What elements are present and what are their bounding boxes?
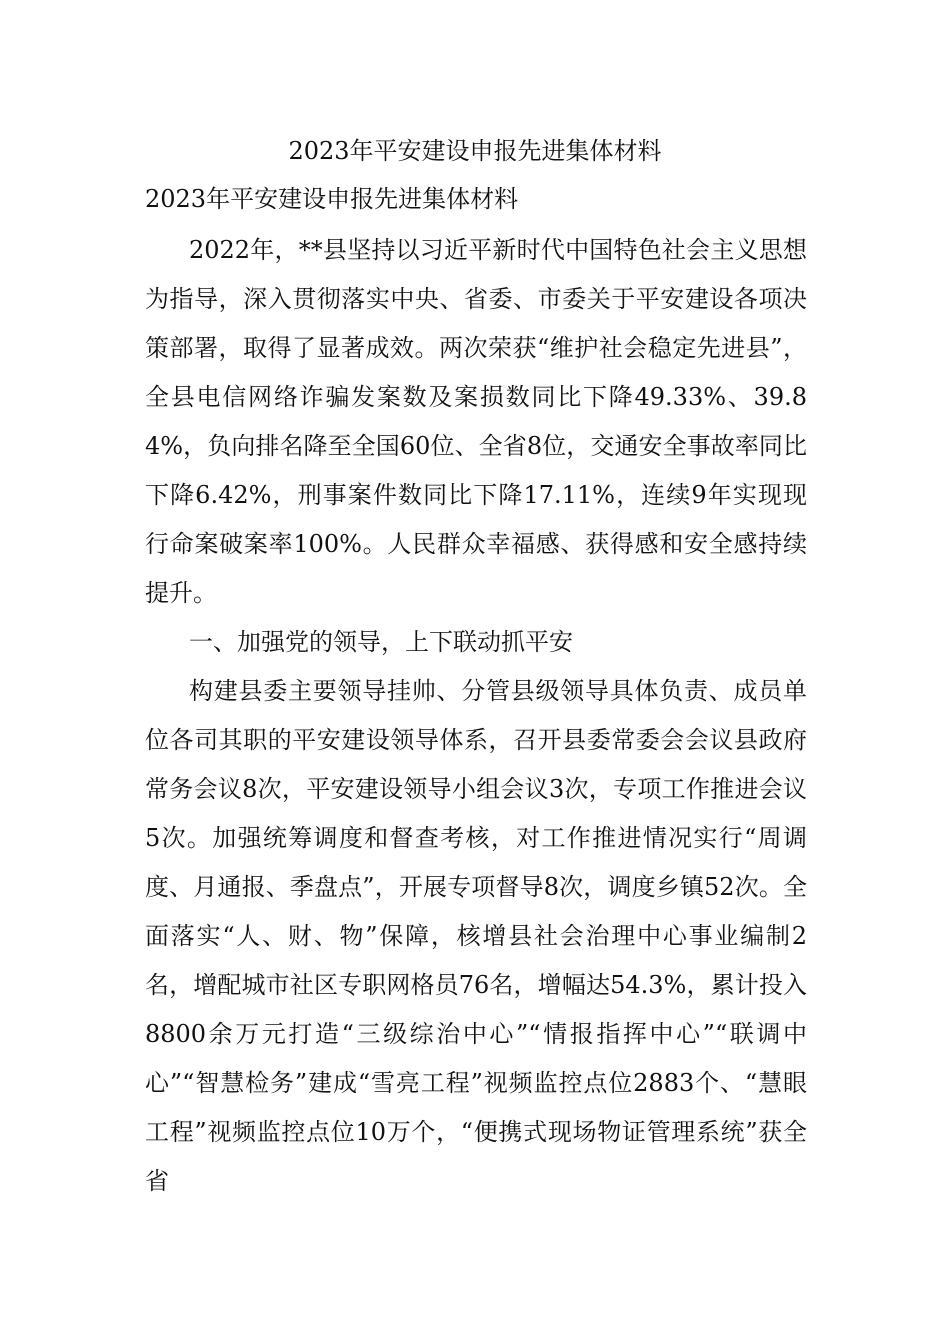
paragraph-section-1: 构建县委主要领导挂帅、分管县级领导具体负责、成员单位各司其职的平安建设领导体系，召开县委常委会会议县政府常务会议8次，平安建设领导小组会议3次，专项工作推进会议5次。加强统筹调度和督查考核，对工作推进情况实行“周调度、月通报、季盘点”，开展专项督导8次，调度乡镇52次。全面落实“人、财、物”保障，核增县社会治理中心事业编制2名，增配城市社区专职网格员76名，增幅达54.3%，累计投入8800余万元打造“三级综治中心”“情报指挥中心”“联调中心”“智慧检务”建成“雪亮工程”视频监控点位2883个、“慧眼工程”视频监控点位10万个，“便携式现场物证管理系统”获全省 xyxy=(145,677,807,1195)
document-subtitle: 2023年平安建设申报先进集体材料 xyxy=(145,185,519,213)
document-body xyxy=(145,226,807,1206)
section-heading-1: 一、加强党的领导，上下联动抓平安 xyxy=(189,628,573,656)
document-title: 2023年平安建设申报先进集体材料 xyxy=(288,137,662,165)
paragraph-intro: 2022年，**县坚持以习近平新时代中国特色社会主义思想为指导，深入贯彻落实中央、省委、市委关于平安建设各项决策部署，取得了显著成效。两次荣获“维护社会稳定先进县”，全县电信网络诈骗发案数及案损数同比下降49.33%、39.84%，负向排名降至全国60位、全省8位，交通安全事故率同比下降6.42%，刑事案件数同比下降17.11%，连续9年实现现行命案破案率100%。人民群众幸福感、获得感和安全感持续提升。 xyxy=(145,236,807,607)
